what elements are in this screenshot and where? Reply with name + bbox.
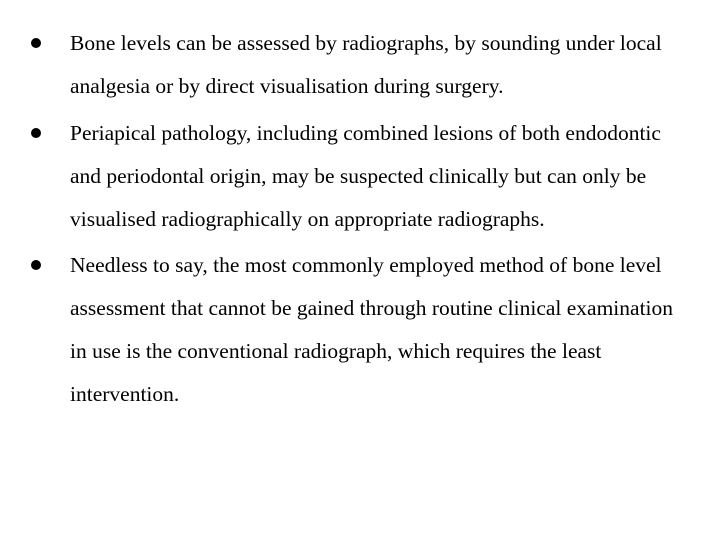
bullet-text: Periapical pathology, including combined lesions of both endodontic and periodontal origin, may be suspected clinically but can only be visualised radiographically on appropriate radiographs. xyxy=(70,121,661,231)
bullet-text: Needless to say, the most commonly employed method of bone level assessment that cannot be gained through routine clinical examination in use is the conventional radiograph, which requires the least intervention. xyxy=(70,253,674,406)
bullet-list xyxy=(70,22,690,420)
bullet-dot-icon xyxy=(31,260,41,270)
bullet-dot-icon xyxy=(31,128,41,138)
bullet-item-3 xyxy=(70,244,690,416)
bullet-text: Bone levels can be assessed by radiographs, by sounding under local analgesia or by direct visualisation during surgery. xyxy=(70,31,662,98)
bullet-dot-icon xyxy=(31,38,41,48)
bullet-item-1 xyxy=(70,22,690,108)
bullet-item-2 xyxy=(70,112,690,241)
